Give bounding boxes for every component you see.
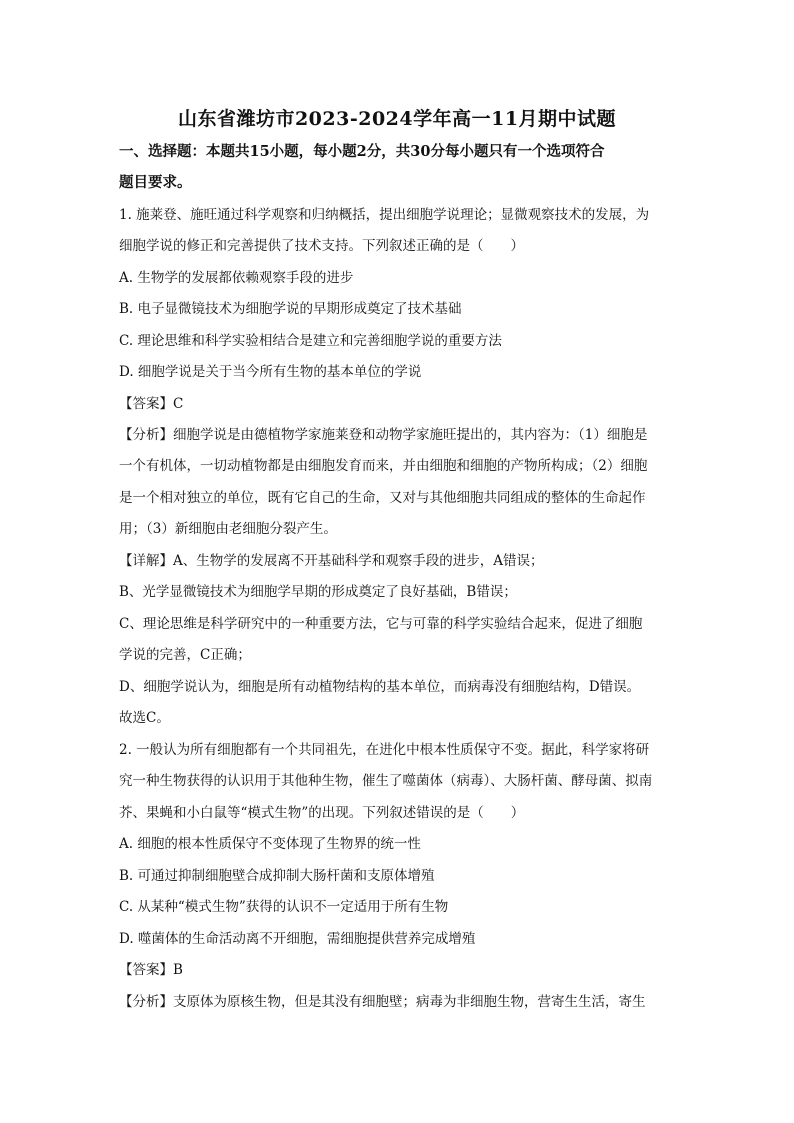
q2-analysis-line-1: 【分析】支原体为原核生物，但是其没有细胞壁；病毒为非细胞生物，营寄生生活，寄生 <box>119 994 646 1010</box>
q1-answer: 【答案】C <box>119 396 184 412</box>
q1-conclusion: 故选C。 <box>119 710 170 726</box>
page-title: 山东省潍坊市2023-2024学年高一11月期中试题 <box>177 108 617 130</box>
q1-stem-line-1: 1. 施莱登、施旺通过科学观察和归纳概括，提出细胞学说理论；显微观察技术的发展，为 <box>119 207 650 223</box>
q1-analysis-line-3: 是一个相对独立的单位，既有它自己的生命，又对与其他细胞共同组成的整体的生命起作 <box>119 490 646 506</box>
section-heading-line-2: 题目要求。 <box>119 174 192 191</box>
q2-stem-line-2: 究一种生物获得的认识用于其他种生物，催生了噬菌体（病毒）、大肠杆菌、酵母菌、拟南 <box>119 773 653 789</box>
q2-option-b: B. 可通过抑制细胞壁合成抑制大肠杆菌和支原体增殖 <box>119 868 435 884</box>
q1-option-a: A. 生物学的发展都依赖观察手段的进步 <box>119 270 354 286</box>
q1-detail-line-2: B、光学显微镜技术为细胞学早期的形成奠定了良好基础，B错误； <box>119 584 517 600</box>
q1-option-b: B. 电子显微镜技术为细胞学说的早期形成奠定了技术基础 <box>119 301 462 317</box>
q1-analysis-line-2: 一个有机体，一切动植物都是由细胞发育而来，并由细胞和细胞的产物所构成；（2）细胞 <box>119 458 648 474</box>
q1-detail-line-3: C、理论思维是科学研究中的一种重要方法，它与可靠的科学实验结合起来，促进了细胞 <box>119 616 643 632</box>
q2-stem-line-3: 芥、果蝇和小白鼠等“模式生物”的出现。下列叙述错误的是（ ） <box>119 805 525 821</box>
q2-option-d: D. 噬菌体的生命活动离不开细胞，需细胞提供营养完成增殖 <box>119 931 476 947</box>
q1-option-c: C. 理论思维和科学实验相结合是建立和完善细胞学说的重要方法 <box>119 333 502 349</box>
q1-analysis-line-1: 【分析】细胞学说是由德植物学家施莱登和动物学家施旺提出的，其内容为：（1）细胞是 <box>119 427 648 443</box>
q1-option-d: D. 细胞学说是关于当今所有生物的基本单位的学说 <box>119 364 422 380</box>
q1-detail-line-4: 学说的完善，C正确； <box>119 647 251 663</box>
q1-stem-line-2: 细胞学说的修正和完善提供了技术支持。下列叙述正确的是（ ） <box>119 238 524 254</box>
q1-detail-line-1: 【详解】A、生物学的发展离不开基础科学和观察手段的进步，A错误； <box>119 553 544 569</box>
section-heading-line-1: 一、选择题：本题共15小题，每小题2分，共30分每小题只有一个选项符合 <box>119 143 605 160</box>
q1-detail-line-5: D、细胞学说认为，细胞是所有动植物结构的基本单位，而病毒没有细胞结构，D错误。 <box>119 679 641 695</box>
q1-analysis-line-4: 用；（3）新细胞由老细胞分裂产生。 <box>119 521 337 537</box>
q2-stem-line-1: 2. 一般认为所有细胞都有一个共同祖先，在进化中根本性质保守不变。据此，科学家将研 <box>119 742 650 758</box>
q2-answer: 【答案】B <box>119 962 183 978</box>
q2-option-a: A. 细胞的根本性质保守不变体现了生物界的统一性 <box>119 836 421 852</box>
q2-option-c: C. 从某种“模式生物”获得的认识不一定适用于所有生物 <box>119 899 449 915</box>
